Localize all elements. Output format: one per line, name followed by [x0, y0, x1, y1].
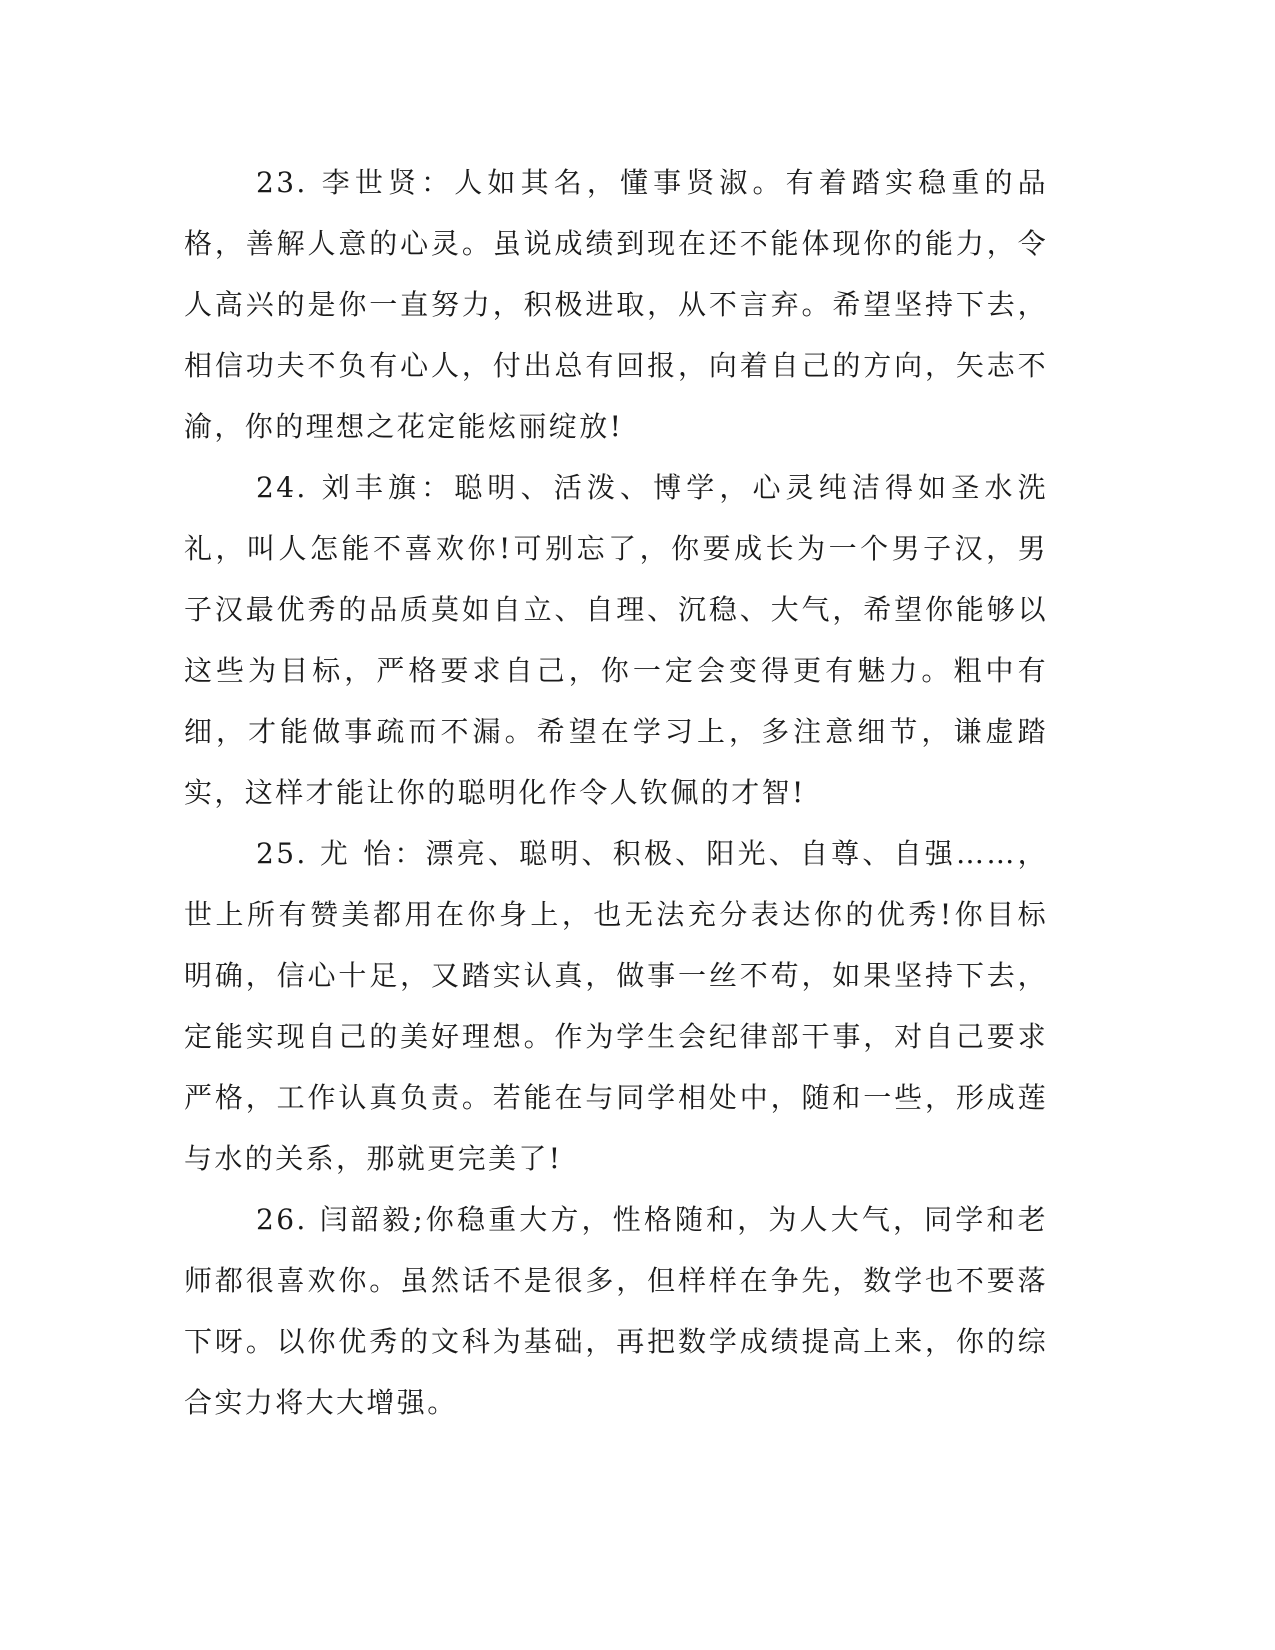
comment-paragraph-25: 25. 尤 怡：漂亮、聪明、积极、阳光、自尊、自强……，世上所有赞美都用在你身上，也无法充分表达你的优秀!你目标明确，信心十足，又踏实认真，做事一丝不苟，如果坚持下去，定能实现自己的美好理想。作为学生会纪律部干事，对自己要求严格，工作认真负责。若能在与同学相处中，随和一些，形成莲与水的关系，那就更完美了!	[184, 837, 1048, 1175]
comment-paragraph-24: 24. 刘丰旗：聪明、活泼、博学，心灵纯洁得如圣水洗礼，叫人怎能不喜欢你!可别忘了，你要成长为一个男子汉，男子汉最优秀的品质莫如自立、自理、沉稳、大气，希望你能够以这些为目标，严格要求自己，你一定会变得更有魅力。粗中有细，才能做事疏而不漏。希望在学习上，多注意细节，谦虚踏实，这样才能让你的聪明化作令人钦佩的才智!	[184, 471, 1048, 809]
document-body	[184, 152, 1048, 1433]
comment-paragraph-23: 23. 李世贤：人如其名，懂事贤淑。有着踏实稳重的品格，善解人意的心灵。虽说成绩到现在还不能体现你的能力，令人高兴的是你一直努力，积极进取，从不言弃。希望坚持下去，相信功夫不负有心人，付出总有回报，向着自己的方向，矢志不渝，你的理想之花定能炫丽绽放!	[184, 166, 1048, 443]
comment-paragraph-26: 26. 闫韶毅;你稳重大方，性格随和，为人大气，同学和老师都很喜欢你。虽然话不是很多，但样样在争先，数学也不要落下呀。以你优秀的文科为基础，再把数学成绩提高上来，你的综合实力将大大增强。	[184, 1203, 1048, 1419]
